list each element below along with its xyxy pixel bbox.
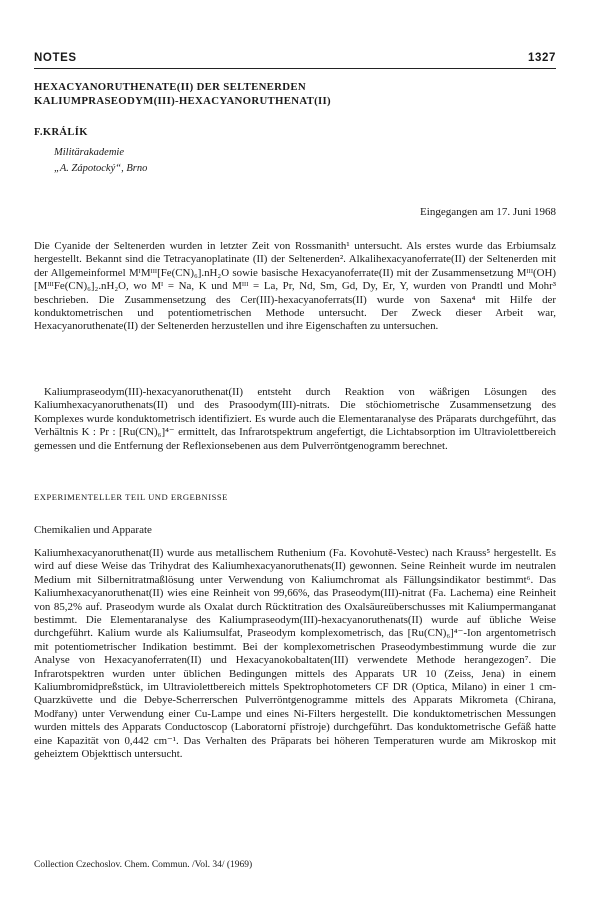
running-header [34, 52, 556, 64]
affiliation-line-2: „A. Zápotocký“, Brno [54, 163, 148, 174]
title-line-2: KALIUMPRASEODYM(III)-HEXACYANORUTHENAT(II) [34, 95, 331, 107]
header-rule [34, 68, 556, 69]
title-line-1: HEXACYANORUTHENATE(II) DER SELTENERDEN [34, 81, 306, 93]
journal-page [34, 0, 556, 918]
page-number: 1327 [528, 52, 556, 64]
journal-footer: Collection Czechoslov. Chem. Commun. /Vol. 34/ (1969) [34, 860, 253, 870]
affiliation-line-1: Militärakademie [54, 147, 124, 158]
intro-paragraph: Die Cyanide der Seltenerden wurden in letzter Zeit von Rossmanith¹ untersucht. Als erstes wurde das Erbiumsalz hergestellt. Bekannt sind die Tetracyanoplatinate (II) der Seltenerden². Alkalihexacyanoferrate(II) der Seltenerden mit der Allgemeinformel MᴵMᴵᴵᴵ[Fe(CN)₆].nH₂O sowie basische Hexacyanoferrate(II) mit der Zusammensetzung Mᴵᴵᴵ(OH) [MᴵᴵᴵFe(CN)₆]₂.nH₂O, wo Mᴵ = Na, K und Mᴵᴵᴵ = La, Pr, Nd, Sm, Gd, Dy, Er, Y, wurden von Prandtl und Mohr³ beschrieben. Die Zusammensetzung des Cer(III)-hexacyanoferrats(II) wurde von Saxena⁴ mit Hilfe der konduktometrischen und potentiometrischen Methode untersucht. Der Zweck dieser Arbeit war, Hexacyanoruthenate(II) der Seltenerden herzustellen und ihre Eigenschaften zu untersuchen. [34, 240, 556, 333]
author-name: F.KRÁLÍK [34, 127, 88, 138]
article-title [34, 80, 556, 108]
received-date: Eingegangen am 17. Juni 1968 [420, 206, 556, 218]
section-label: NOTES [34, 52, 77, 64]
section-heading: EXPERIMENTELLER TEIL UND ERGEBNISSE [34, 492, 228, 502]
methods-paragraph: Kaliumhexacyanoruthenat(II) wurde aus metallischem Ruthenium (Fa. Kovohutě-Vestec) nach Krauss⁵ hergestellt. Es wird auf diese Weise das Trihydrat des Kaliumhexacyanoruthenats(II) gewonnen. Seine Reinheit wurde im neutralen Medium mit Silbernitratmaßlösung unter Verwendung von Kaliumchromat als Fällungsindikator bestimmt⁶. Das Kaliumhexacyanoruthenat(II) wies eine Reinheit von 99,66%, das Praseodym(III)-nitrat (Fa. Lachema) eine Reinheit von 85,2% auf. Praseodym wurde als Oxalat durch Rücktitration des Oxalsäureüberschusses mit Kaliumpermanganat bestimmt. Die Elementaranalyse des Kaliumpraseodym(III)-hexacyanoruthenats(II) wurde auf übliche Weise durchgeführt. Kalium wurde als Kaliumsulfat, Praseodym komplexometrisch, das [Ru(CN)₆]⁴⁻-Ion argentometrisch mit potentiometrischer Indikation bestimmt. Bei der komplexometrischen Praseodymbestimmung wurde die zur Analyse von Hexacyanoferraten(II) und Hexacyanokobaltaten(III) verwendete Methode herangezogen⁷. Die Infrarotspektren wurden unter üblichen Bedingungen mittels des Apparats UR 10 (Zeiss, Jena) in einem Kaliumbromidpreßstück, im Ultraviolettbereich mittels Spektrophotometers CF DR (Optica, Milano) in einer 1 cm-Quarzküvette und die Debye-Scherrerschen Pulverröntgenogramme mittels des Apparats Mikrometa (Chirana, Modřany) unter Verwendung einer Cu-Lampe und eines Ni-Filters hergestellt. Die konduktometrischen Messungen wurden mittels des Apparats Conductoscop (Laboratorní přístroje) durchgeführt. Das konduktometrische Gefäß hatte eine Kapazität von 0,442 cm⁻¹. Das Verhalten des Präparats bei höheren Temperaturen wurde am Mikroskop mit geheiztem Objekttisch untersucht. [34, 547, 556, 761]
summary-paragraph: Kaliumpraseodym(III)-hexacyanoruthenat(II) entsteht durch Reaktion von wäßrigen Lösungen des Kaliumhexacyanoruthenats(II) und des Prasoodym(III)-nitrats. Die stöchiometrische Zusammensetzung des Komplexes wurde konduktometrisch identifiziert. Es wurde auch die Elementaranalyse des Präparats durchgeführt, das Verhältnis K : Pr : [Ru(CN)₆]⁴⁻ ermittelt, das Infrarotspektrum angefertigt, die Lichtabsorption im Ultraviolettbereich gemessen und die Entfernung der Reflexionsebenen aus dem Pulverröntgenogramm berechnet. [34, 386, 556, 452]
subsection-heading: Chemikalien und Apparate [34, 524, 152, 536]
